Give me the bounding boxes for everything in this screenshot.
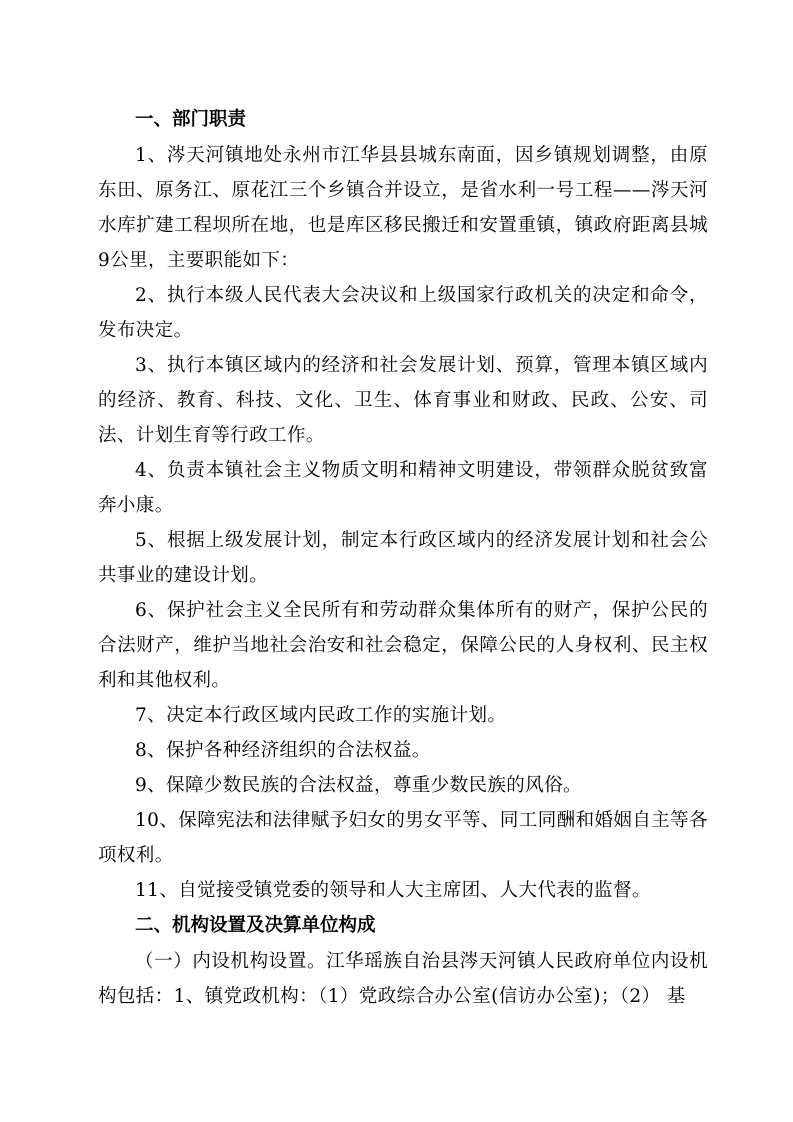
paragraph: 7、决定本行政区域内民政工作的实施计划。 [135,705,507,726]
paragraph: 2、执行本级人民代表大会决议和上级国家行政机关的决定和命令，发布决定。 [98,285,708,341]
paragraph: 5、根据上级发展计划，制定本行政区域内的经济发展计划和社会公共事业的建设计划。 [98,530,708,586]
paragraph: （一）内设机构设置。江华瑶族自治县涔天河镇人民政府单位内设机构包括：1、镇党政机构：（1）党政综合办公室(信访办公室)；（2） 基 [98,951,708,1007]
paragraph: 6、保护社会主义全民所有和劳动群众集体所有的财产，保护公民的合法财产，维护当地社会治安和社会稳定，保障公民的人身权利、民主权利和其他权利。 [98,600,708,691]
paragraph: 10、保障宪法和法律赋予妇女的男女平等、同工同酬和婚姻自主等各项权利。 [98,810,708,866]
section-heading-organization: 二、机构设置及决算单位构成 [135,915,376,936]
paragraph: 8、保护各种经济组织的合法权益。 [135,740,431,761]
paragraph: 1、涔天河镇地处永州市江华县县城东南面，因乡镇规划调整，由原东田、原务江、原花江三个乡镇合并设立，是省水利一号工程——涔天河水库扩建工程坝所在地，也是库区移民搬迁和安置重镇，镇政府距离县城9公里，主要职能如下： [98,145,708,271]
paragraph: 11、自觉接受镇党委的领导和人大主席团、人大代表的监督。 [135,880,651,901]
section-heading-duties: 一、部门职责 [135,109,247,130]
paragraph: 9、保障少数民族的合法权益，尊重少数民族的风俗。 [135,775,582,796]
document-body [98,103,708,1014]
paragraph: 4、负责本镇社会主义物质文明和精神文明建设，带领群众脱贫致富奔小康。 [98,460,708,516]
paragraph: 3、执行本镇区域内的经济和社会发展计划、预算，管理本镇区域内的经济、教育、科技、文化、卫生、体育事业和财政、民政、公安、司法、计划生育等行政工作。 [98,355,708,446]
